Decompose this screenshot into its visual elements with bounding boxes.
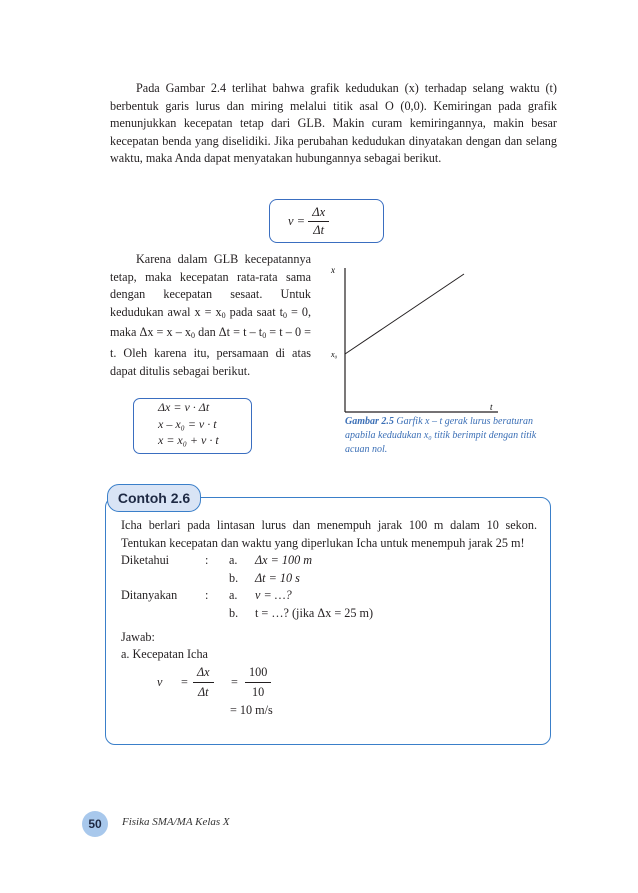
xt-line [345,274,464,354]
ditanyakan-label: Ditanyakan [121,588,178,603]
known-b-text: Δt = 10 s [255,570,300,585]
calc-eq2: = [231,674,238,689]
contoh-tab: Contoh 2.6 [107,484,201,512]
formula-denominator: Δt [313,223,325,237]
ditanyakan-colon: : [205,588,209,603]
calc-num1: Δx [193,664,214,684]
result-row [121,702,537,720]
book-title: Fisika SMA/MA Kelas X [122,816,230,828]
calc-frac-2 [245,664,271,702]
jawab-row [121,629,537,647]
equation-1: Δx = v · Δt [158,400,210,414]
sub-4: 0 [262,331,267,341]
x-axis-label: t [490,402,493,412]
calc-result: = 10 m/s [230,702,273,717]
caption-text: Garfik x – t gerak lurus beraturan apabila kedudukan x₀ titik berimpit dengan titik acuan nol. [345,416,537,455]
ditanyakan-row-b [121,605,537,623]
asked-b-text: t = …? (jika Δx = 25 m) [255,605,374,620]
caption-label: Gambar 2.5 [345,416,394,427]
known-a-text: Δx = 100 m [255,553,313,568]
sub-2: 0 [282,310,287,320]
sub-3: 0 [191,331,195,341]
glb-text-4: dan Δt = t – t [198,325,263,340]
calc-den2: 10 [252,685,265,700]
diketahui-label: Diketahui [121,553,170,568]
formula-fraction [308,205,329,238]
calc-v: v [157,674,163,689]
calc-eq1: = [181,674,188,689]
jawab-label: Jawab: [121,629,155,644]
calc-num2: 100 [245,664,271,684]
intro-paragraph [110,80,557,168]
velocity-formula-box [269,199,384,243]
intercept-label: x₀ [331,350,338,359]
known-b-letter: b. [229,570,239,585]
sub-1: 0 [221,310,226,320]
asked-b-letter: b. [229,605,239,620]
xt-graph [328,258,560,418]
contoh-body [121,517,537,719]
equation-3: x = x₀ + v · t [158,433,219,447]
equations-box [133,398,252,454]
glb-text-3: = 0, maka Δx = x – x [110,304,312,340]
page-number: 50 [82,811,108,837]
formula-numerator: Δx [308,205,329,222]
glb-text-5: = t – 0 = t. Oleh karena itu, persamaan di atas dapat ditulis sebagai berikut. [110,325,312,378]
calc-row [121,664,537,702]
known-a-letter: a. [229,553,238,568]
glb-explanation [110,251,311,380]
asked-a-text: v = …? [255,588,292,603]
formula-lhs: v = [288,214,306,228]
figure-caption [345,415,557,457]
glb-text-1: Karena dalam GLB kecepatannya tetap, maka kecepatan rata-rata sama dengan kecepatan sesaat. Untuk kedudukan awal x = x [110,252,311,319]
calc-frac-1 [193,664,214,702]
glb-paragraph [110,251,311,380]
diketahui-row-b [121,570,537,588]
diketahui-colon: : [205,553,209,568]
part-a-row [121,646,537,664]
part-a-label: a. Kecepatan Icha [121,647,208,662]
asked-a-letter: a. [229,588,238,603]
calc-den1: Δt [198,685,209,700]
glb-text-2: pada saat t [229,304,283,319]
y-axis-label: x [331,265,335,275]
contoh-problem: Icha berlari pada lintasan lurus dan menempuh jarak 100 m dalam 10 sekon. Tentukan kecepatan dan waktu yang diperlukan Icha untuk menempuh jarak 25 m! [121,518,537,550]
diketahui-row-a [121,552,537,570]
ditanyakan-row-a [121,587,537,605]
equation-2: x – x₀ = v · t [158,416,217,431]
intro-text: Pada Gambar 2.4 terlihat bahwa grafik kedudukan (x) terhadap selang waktu (t) berbentuk garis lurus dan miring melalui titik asal O (0,0). Kemiringan pada grafik menunjukkan kecepatan tetap dari GLB. Makin curam kemiringannya, makin besar kecepatan benda yang diselidiki. Jika perubahan kedudukan dinyatakan dengan dan selang waktu, maka Anda dapat menyatakan hubungannya sebagai berikut. [110,81,557,166]
